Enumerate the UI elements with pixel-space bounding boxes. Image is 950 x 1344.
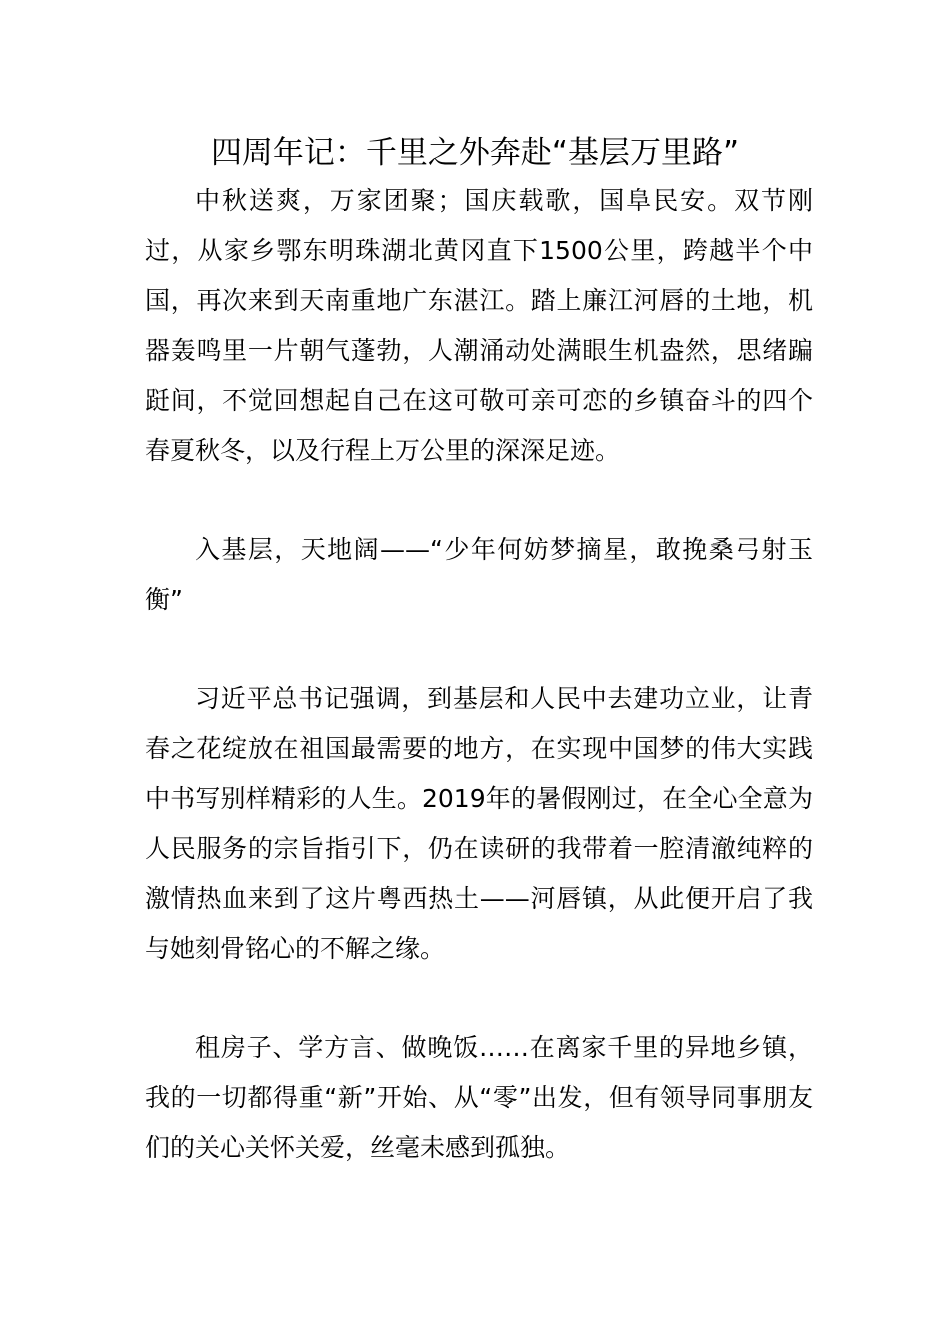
paragraph-new-start: 租房子、学方言、做晚饭……在离家千里的异地乡镇，我的一切都得重“新”开始、从“零”出发，但有领导同事朋友们的关心关怀关爱，丝毫未感到孤独。 (145, 1033, 813, 1162)
paragraph-grassroots: 习近平总书记强调，到基层和人民中去建功立业，让青春之花绽放在祖国最需要的地方，在实现中国梦的伟大实践中书写别样精彩的人生。2019年的暑假刚过，在全心全意为人民服务的宗旨指引下，仍在读研的我带着一腔清澈纯粹的激情热血来到了这片粤西热土——河唇镇，从此便开启了我与她刻骨铭心的不解之缘。 (145, 684, 813, 963)
section-heading: 入基层，天地阔——“少年何妨梦摘星，敢挽桑弓射玉衡” (145, 535, 813, 614)
paragraph-intro: 中秋送爽，万家团聚；国庆载歌，国阜民安。双节刚过，从家乡鄂东明珠湖北黄冈直下1500公里，跨越半个中国，再次来到天南重地广东湛江。踏上廉江河唇的土地，机器轰鸣里一片朝气蓬勃，人潮涌动处满眼生机盎然，思绪蹁跹间，不觉回想起自己在这可敬可亲可恋的乡镇奋斗的四个春夏秋冬，以及行程上万公里的深深足迹。 (145, 186, 813, 465)
document-title: 四周年记：千里之外奔赴“基层万里路” (210, 135, 740, 171)
